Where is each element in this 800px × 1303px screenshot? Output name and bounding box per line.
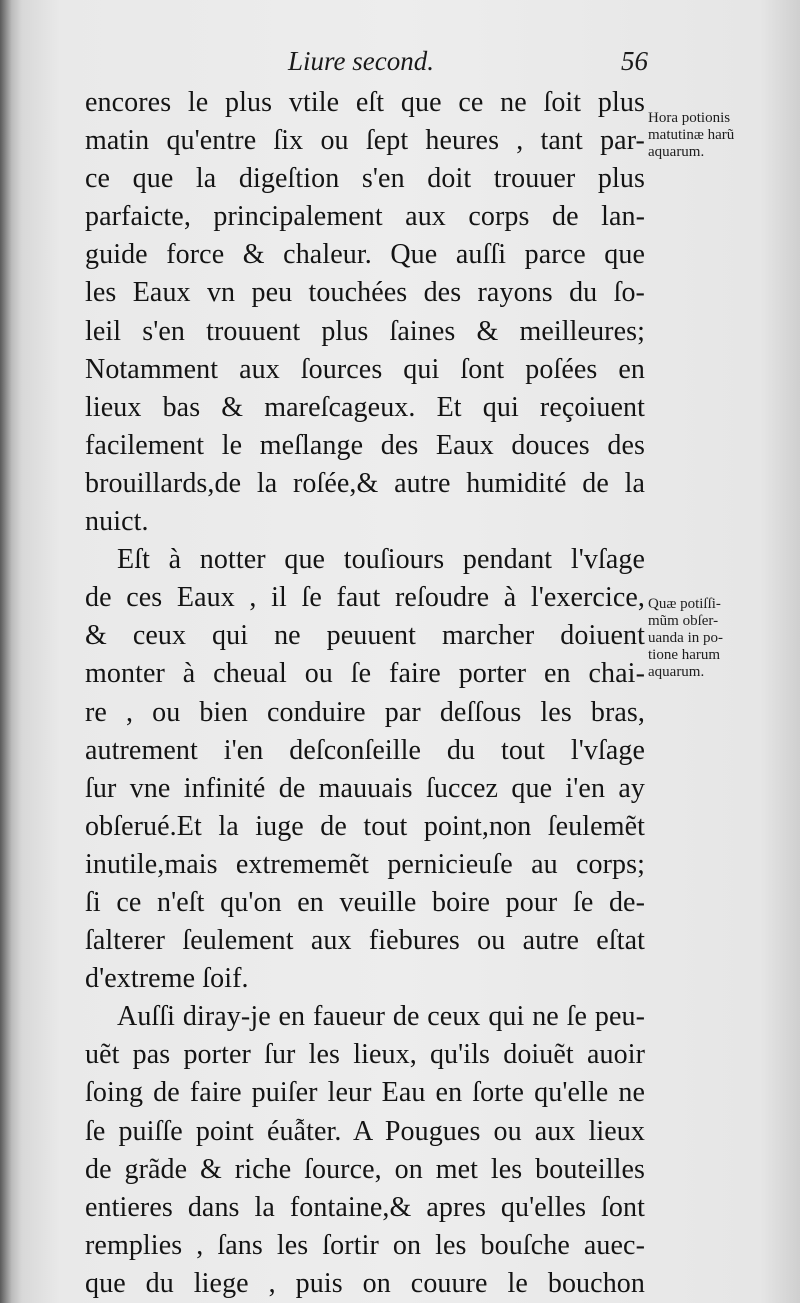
text-line-5: guide force & chaleur. Que auſſi parce que	[85, 239, 645, 271]
text-line-31: remplies , ſans les ſortir on les bouſche auec-	[85, 1229, 645, 1261]
margin-note-line: aquarum.	[648, 664, 705, 680]
text-line-8: Notamment aux ſources qui ſont poſées en	[85, 353, 645, 385]
text-line-16: monter à cheual ou ſe faire porter en chai-	[85, 658, 645, 690]
margin-note-line: aquarum.	[648, 144, 705, 160]
margin-note-line: uanda in po-	[648, 630, 723, 646]
text-line-32: que du liege , puis on couure le bouchon	[85, 1267, 645, 1299]
text-line-26: uẽt pas porter ſur les lieux, qu'ils doiuẽt auoir	[85, 1039, 645, 1071]
text-line-15: & ceux qui ne peuuent marcher doiuent	[85, 620, 645, 652]
text-line-22: ſi ce n'eſt qu'on en veuille boire pour ſe de-	[85, 886, 645, 918]
text-line-2: matin qu'entre ſix ou ſept heures , tant par-	[85, 125, 645, 157]
text-line-4: parfaicte, principalement aux corps de lan-	[85, 201, 645, 233]
text-line-1: encores le plus vtile eſt que ce ne ſoit plus	[85, 87, 645, 118]
text-line-24: d'extreme ſoif.	[85, 963, 249, 995]
text-line-20: obſerué.Et la iuge de tout point,non ſeulemẽt	[85, 810, 645, 842]
text-line-17: re , ou bien conduire par deſſous les bras,	[85, 696, 645, 728]
text-line-25: Auſſi diray-je en faueur de ceux qui ne ſe peu-	[117, 1001, 645, 1033]
margin-note-line: Quæ potiſſi-	[648, 596, 721, 612]
text-line-3: ce que la digeſtion s'en doit trouuer plus	[85, 163, 645, 195]
text-line-12: nuict.	[85, 506, 149, 538]
text-line-27: ſoing de faire puiſer leur Eau en ſorte qu'elle ne	[85, 1077, 645, 1109]
running-title: Liure second.	[288, 46, 434, 76]
text-line-11: brouillards,de la roſée,& autre humidité de la	[85, 467, 645, 499]
body-text	[85, 84, 645, 1303]
text-line-13: Eſt à notter que touſiours pendant l'vſage	[117, 544, 645, 576]
text-line-23: ſalterer ſeulement aux fiebures ou autre eſtat	[85, 925, 645, 957]
text-line-9: lieux bas & mareſcageux. Et qui reçoiuent	[85, 391, 645, 423]
text-line-14: de ces Eaux , il ſe faut reſoudre à l'exercice,	[85, 582, 645, 614]
margin-note-quae-potissimum	[648, 596, 798, 681]
margin-note-line: tione harum	[648, 647, 721, 663]
margin-note-line: mũm obſer-	[648, 613, 719, 629]
page-header	[88, 46, 648, 82]
text-line-10: facilement le meſlange des Eaux douces des	[85, 429, 645, 461]
margin-note-line: matutinæ harũ	[648, 127, 735, 143]
margin-note-hora-potionis	[648, 110, 798, 161]
margin-note-line: Hora potionis	[648, 110, 731, 126]
page-number: 56	[621, 46, 648, 76]
text-line-28: ſe puiſſe point éuẫter. A Pougues ou aux lieux	[85, 1115, 645, 1147]
text-line-6: les Eaux vn peu touchées des rayons du ſo-	[85, 277, 645, 309]
text-line-19: ſur vne infinité de mauuais ſuccez que i'en ay	[85, 772, 645, 804]
page-gutter-shadow	[0, 0, 12, 1303]
text-line-18: autrement i'en deſconſeille du tout l'vſage	[85, 734, 645, 766]
text-line-30: entieres dans la fontaine,& apres qu'elles ſont	[85, 1191, 645, 1223]
text-line-7: leil s'en trouuent plus ſaines & meilleures;	[85, 315, 645, 347]
text-line-21: inutile,mais extrememẽt pernicieuſe au corps;	[85, 848, 645, 880]
text-line-29: de grãde & riche ſource, on met les bouteilles	[85, 1153, 645, 1185]
